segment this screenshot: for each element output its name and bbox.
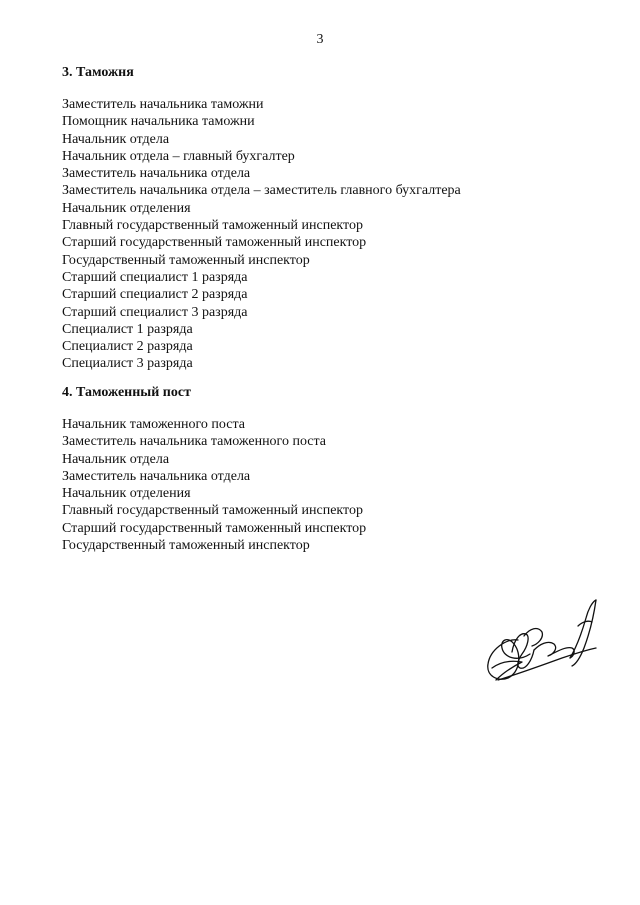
list-item: Главный государственный таможенный инспектор — [62, 218, 363, 234]
list-item: Государственный таможенный инспектор — [62, 252, 310, 268]
section-customs — [62, 64, 582, 373]
position-list — [62, 416, 582, 554]
list-item: Начальник таможенного поста — [62, 417, 245, 432]
list-item: Начальник отдела – главный бухгалтер — [62, 148, 295, 164]
list-item: Главный государственный таможенный инспектор — [62, 503, 363, 519]
page-number: 3 — [316, 32, 324, 47]
list-item: Старший государственный таможенный инспектор — [62, 235, 367, 251]
list-item: Заместитель начальника отдела — [62, 166, 251, 182]
list-item: Старший государственный таможенный инспектор — [62, 520, 367, 536]
list-item: Помощник начальника таможни — [62, 114, 255, 130]
list-item: Начальник отдела — [62, 131, 170, 147]
list-item: Старший специалист 3 разряда — [62, 304, 248, 320]
list-item: Заместитель начальника отдела — [62, 468, 251, 484]
list-item: Начальник отделения — [62, 486, 191, 502]
list-item: Старший специалист 2 разряда — [62, 287, 248, 303]
section-heading: 4. Таможенный пост — [62, 385, 191, 400]
list-item: Государственный таможенный инспектор — [62, 538, 310, 554]
list-item: Начальник отделения — [62, 200, 191, 216]
position-list — [62, 96, 582, 373]
section-heading: 3. Таможня — [62, 65, 134, 80]
signature-icon — [478, 592, 608, 696]
section-customs-post — [62, 384, 582, 554]
list-item: Заместитель начальника таможенного поста — [62, 434, 327, 450]
list-item: Специалист 2 разряда — [62, 339, 193, 355]
list-item: Заместитель начальника отдела – заместитель главного бухгалтера — [62, 183, 461, 199]
list-item: Старший специалист 1 разряда — [62, 269, 248, 285]
list-item: Специалист 1 разряда — [62, 321, 193, 337]
list-item: Специалист 3 разряда — [62, 356, 193, 372]
list-item: Заместитель начальника таможни — [62, 97, 264, 112]
list-item: Начальник отдела — [62, 451, 170, 467]
